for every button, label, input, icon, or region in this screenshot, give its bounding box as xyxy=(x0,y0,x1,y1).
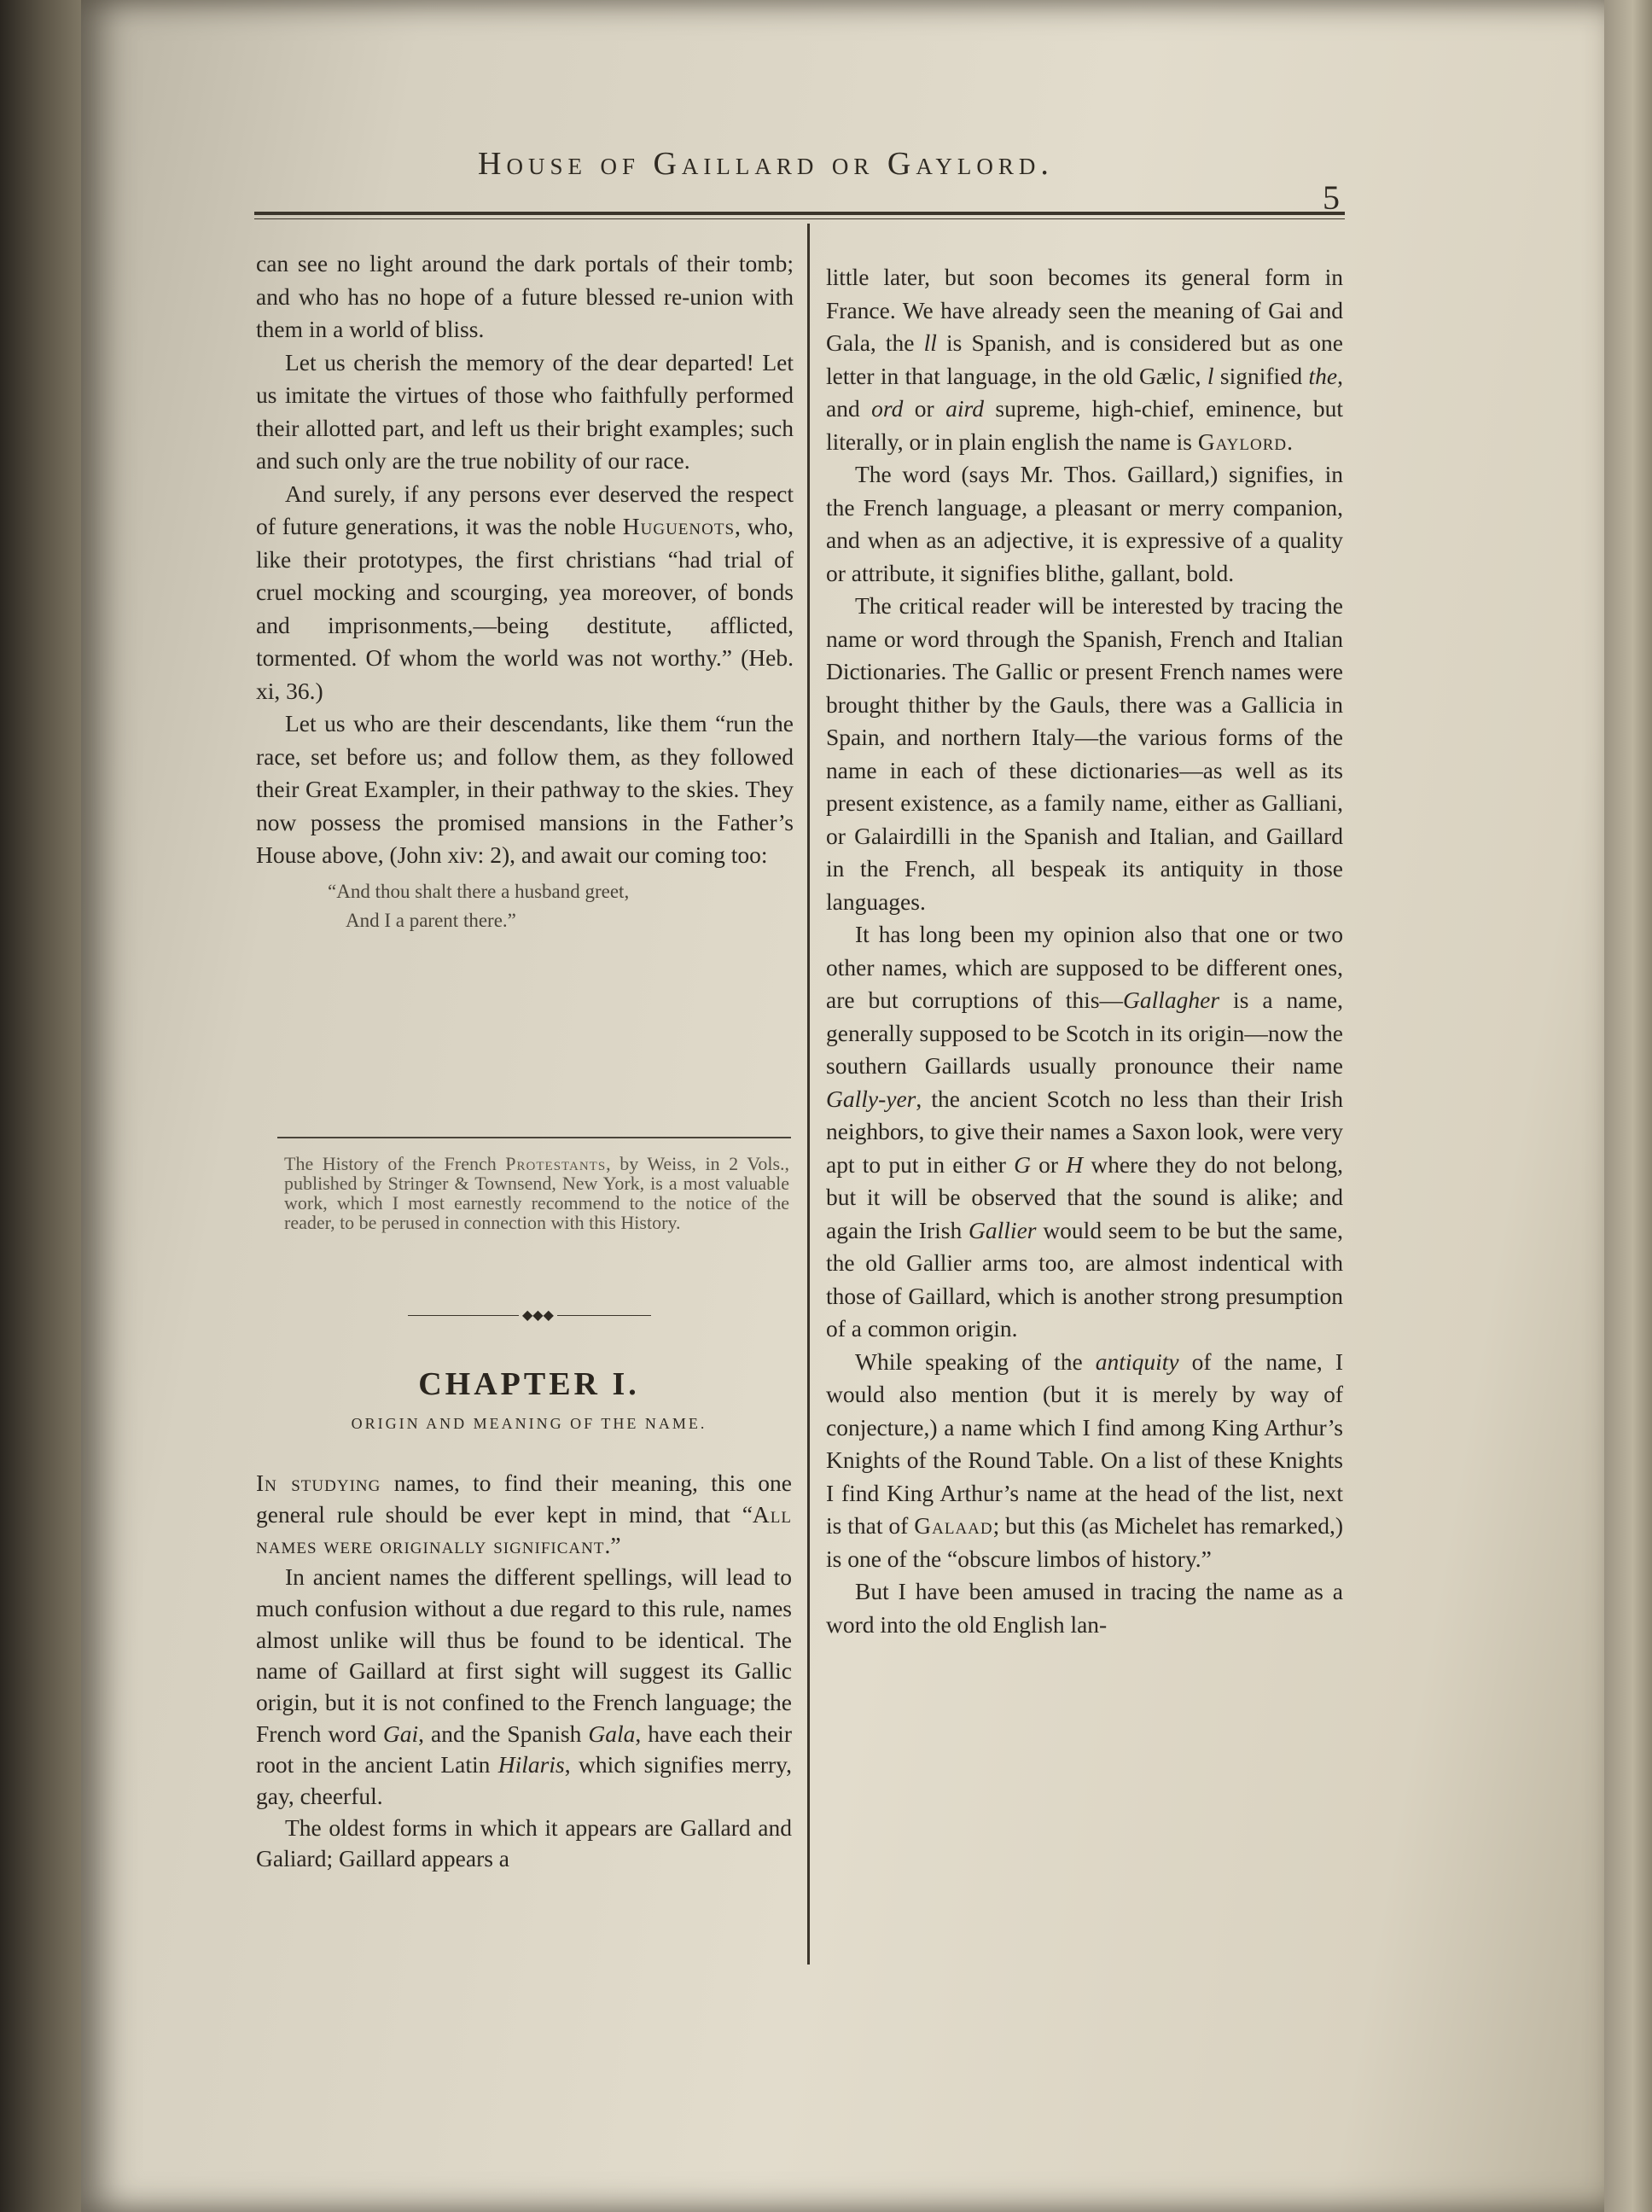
chapter-subtitle: ORIGIN AND MEANING OF THE NAME. xyxy=(351,1415,707,1432)
section-ornament xyxy=(408,1309,651,1321)
footnote xyxy=(284,1154,789,1232)
verse-quote-line: And I a parent there.” xyxy=(346,909,516,931)
chapter-body xyxy=(256,1468,792,1875)
text-run: or xyxy=(903,395,946,422)
text-run: names, to find their meaning, this one general rule should be ever kept in mind, that “ xyxy=(256,1470,792,1528)
paragraph xyxy=(826,261,1343,458)
page-number: 5 xyxy=(1323,178,1340,217)
italic-term: G xyxy=(1014,1150,1031,1178)
italic-term: Gallier xyxy=(969,1216,1037,1243)
left-column xyxy=(256,247,794,935)
text-run: .” xyxy=(604,1532,621,1559)
text-run: , by Weiss, in 2 Vols., published by Stringer & Townsend, New York, is a most valuable work, which I most earnestly recommend to the notice of the reader, to be perused in connection with this History. xyxy=(284,1153,790,1233)
text-run: , who, like their prototypes, the first christians “had trial of cruel mocking and scourging, yea moreover, of bonds and imprisonments,—being destitute, afflicted, tormented. Of whom the world was not worthy.” (Heb. xi, 36.) xyxy=(256,513,794,704)
ornament-diamond-icon: ◆◆◆ xyxy=(519,1309,557,1323)
italic-term: Gala xyxy=(588,1720,636,1747)
italic-term: l xyxy=(1207,362,1214,389)
text-run: . xyxy=(1287,428,1293,455)
italic-term: Hilaris xyxy=(497,1751,565,1778)
paragraph: But I have been amused in tracing the name as a word into the old English lan- xyxy=(826,1578,1343,1638)
text-run: ; but this (as Michelet has remarked,) is one of the “obscure limbos of history.” xyxy=(826,1512,1343,1572)
text-run: , the ancient Scotch no less than their Irish neighbors, to give their names a Saxon look, were very apt to put in either xyxy=(826,1085,1343,1178)
paragraph xyxy=(826,918,1343,1346)
paragraph xyxy=(256,1562,792,1813)
header-rule xyxy=(254,212,1345,215)
footnote-rule xyxy=(277,1137,791,1138)
text-run: little later, but soon becomes its general form in France. We have already seen the meaning of Gai and Gala, the xyxy=(826,264,1343,356)
paragraph: The word (says Mr. Thos. Gaillard,) signifies, in the French language, a pleasant or merry companion, and when as an adjective, it is expressive of a quality or attribute, it signifies blithe, gallant, bold. xyxy=(826,461,1343,586)
binding-edge xyxy=(0,0,94,2212)
paragraph: The oldest forms in which it appears are Gallard and Galiard; Gaillard appears a xyxy=(256,1813,792,1872)
paragraph xyxy=(256,1468,792,1562)
text-run: It has long been my opinion also that one or two other names, which are supposed to be different ones, are but corruptions of this— xyxy=(826,921,1343,1013)
text-run: In ancient names the different spellings, will lead to much confusion without a due regard to this rule, names almost unlike will thus be found to be identical. The name of Gaillard at first sight will suggest its Gallic origin, but it is not confined to the French language; the French word xyxy=(256,1563,792,1747)
text-run: is Spanish, and is considered but as one letter in that language, in the old Gælic, xyxy=(826,329,1343,389)
paragraph xyxy=(256,478,794,708)
italic-term: Gallagher xyxy=(1123,987,1220,1013)
small-caps-term: In studying xyxy=(256,1470,381,1496)
text-run: signified xyxy=(1213,362,1309,389)
italic-term: ord xyxy=(871,395,904,422)
small-caps-term: Huguenots xyxy=(622,513,736,539)
paragraph: Let us cherish the memory of the dear departed! Let us imitate the virtues of those who faithfully performed their allotted part, and left us their bright examples; such and such only are the true nobility of our race. xyxy=(256,348,794,474)
text-run: While speaking of the xyxy=(855,1348,1096,1375)
paragraph xyxy=(826,1346,1343,1576)
verse-quote-line: “And thou shalt there a husband greet, xyxy=(328,880,630,902)
text-run: , and the Spanish xyxy=(418,1720,589,1747)
header-rule-thin xyxy=(254,218,1345,219)
italic-term: antiquity xyxy=(1095,1348,1179,1375)
header-title: House of Gaillard or Gaylord. xyxy=(478,146,1054,182)
text-run: would seem to be but the same, the old Gallier arms too, are almost indentical with those of Gaillard, which is another strong presumption of a common origin. xyxy=(826,1216,1344,1342)
small-caps-term: All names were originally significant xyxy=(256,1500,792,1559)
text-run: or xyxy=(1030,1150,1067,1178)
italic-term: the xyxy=(1308,362,1338,389)
text-run: , have each their root in the ancient Latin xyxy=(256,1720,792,1778)
italic-term: Gally-yer xyxy=(826,1085,916,1112)
text-run: And surely, if any persons ever deserved the respect of future generations, it was the noble xyxy=(256,480,794,539)
text-run: of the name, I would also mention (but it is merely by way of conjecture,) a name which I find among King Arthur’s Knights of the Round Table. On a list of these Knights I find King Arthur’s name at the head of the list, next is that of xyxy=(826,1348,1344,1539)
small-caps-term: Gaylord xyxy=(1197,428,1288,455)
column-divider xyxy=(807,224,810,1965)
text-run: where they do not belong, but it will be observed that the sound is alike; and again the Irish xyxy=(826,1150,1343,1243)
paragraph: Let us who are their descendants, like them “run the race, set before us; and follow them, as they followed their Great Exampler, in their pathway to the skies. They now possess the promised mansions in the Father’s House above, (John xiv: 2), and await our coming too: xyxy=(256,710,794,868)
paragraph: can see no light around the dark portals of their tomb; and who has no hope of a future blessed re-union with them in a world of bliss. xyxy=(256,250,794,342)
italic-term: Gai xyxy=(382,1720,419,1747)
text-run: , which signifies merry, gay, cheerful. xyxy=(256,1751,792,1810)
right-column xyxy=(826,261,1343,1641)
chapter-title: CHAPTER I. xyxy=(418,1366,640,1402)
small-caps-term: Galaad xyxy=(914,1512,993,1539)
text-run: supreme, high-chief, eminence, but literally, or in plain english the name is xyxy=(826,395,1343,455)
italic-term: aird xyxy=(945,395,984,422)
text-run: The History of the French xyxy=(284,1153,506,1174)
small-caps-term: Protestants xyxy=(505,1153,607,1174)
italic-term: ll xyxy=(923,329,937,356)
paragraph: The critical reader will be interested by tracing the name or word through the Spanish, French and Italian Dictionaries. The Gallic or present French names were brought thither by the Gauls, there was a Gallicia in Spain, and northern Italy—the various forms of the name in each of these dictionaries—as well as its present existence, as a family name, either as Galliani, or Galairdilli in the Spanish and Italian, and Gaillard in the French, all bespeak its antiquity in those languages. xyxy=(826,592,1343,915)
italic-term: H xyxy=(1066,1150,1084,1178)
text-run: , and xyxy=(826,362,1343,422)
page-edge-strip xyxy=(1604,0,1652,2212)
running-header xyxy=(256,137,1365,217)
text-run: is a name, generally supposed to be Scotch in its origin—now the southern Gaillards usually pronounce their name xyxy=(826,987,1343,1079)
